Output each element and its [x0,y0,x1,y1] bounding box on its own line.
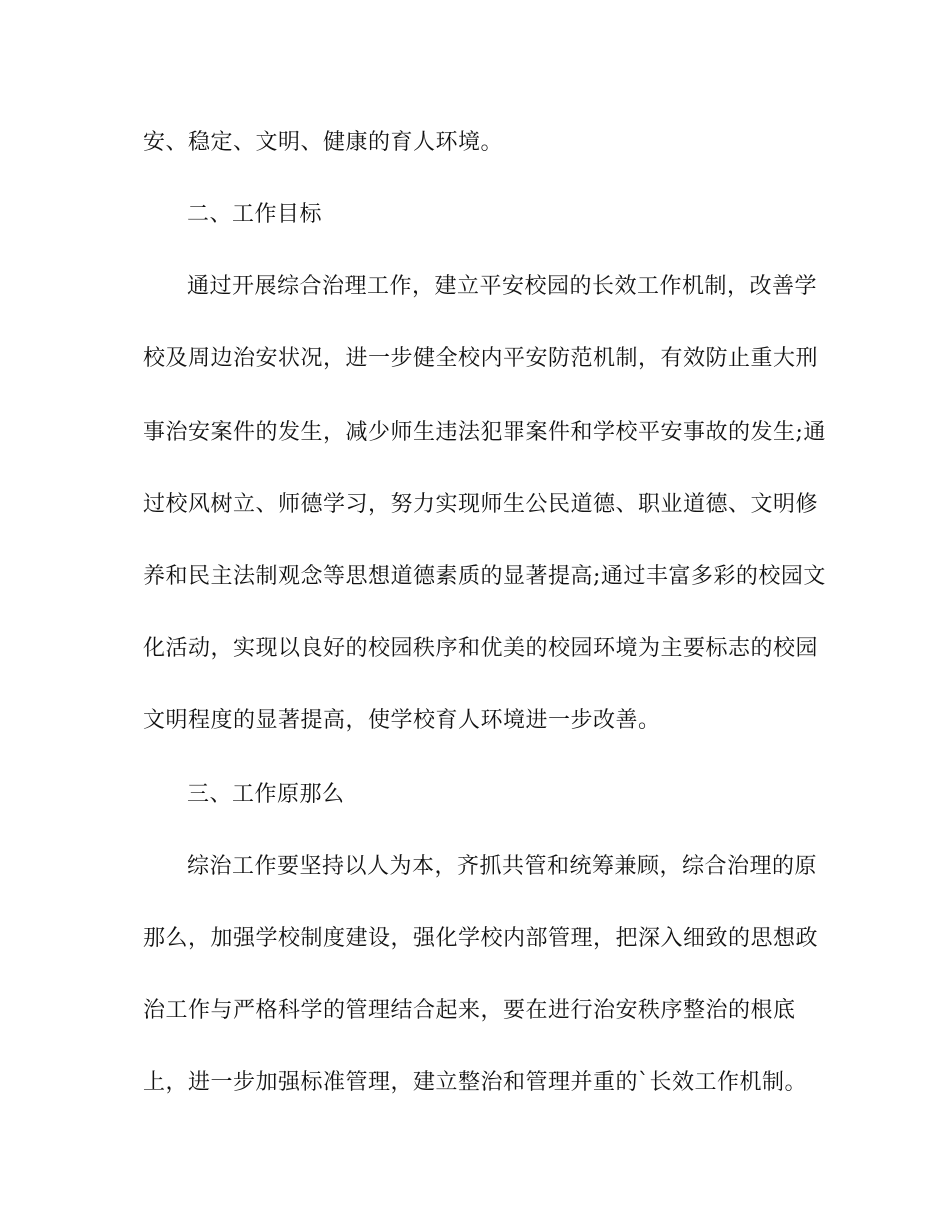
paragraph-line: 校及周边治安状况，进一步健全校内平安防范机制，有效防止重大刑 [143,346,819,371]
paragraph-line: 治工作与严格科学的管理结合起来，要在进行治安秩序整治的根底 [143,998,796,1023]
paragraph-line: 事治安案件的发生，减少师生违法犯罪案件和学校平安事故的发生;通 [143,420,826,445]
paragraph-line: 综治工作要坚持以人为本，齐抓共管和统筹兼顾，综合治理的原 [187,854,818,879]
paragraph-line: 那么，加强学校制度建设，强化学校内部管理，把深入细致的思想政 [143,926,819,951]
paragraph-line: 通过开展综合治理工作，建立平安校园的长效工作机制，改善学 [187,274,818,299]
paragraph-line: 文明程度的显著提高，使学校育人环境进一步改善。 [143,708,661,733]
section-heading-work-goals: 二、工作目标 [187,202,323,227]
paragraph-line: 上，进一步加强标准管理，建立整治和管理并重的`长效工作机制。 [143,1070,808,1095]
paragraph-line: 养和民主法制观念等思想道德素质的显著提高;通过丰富多彩的校园文 [143,564,826,589]
paragraph-line: 化活动，实现以良好的校园秩序和优美的校园环境为主要标志的校园 [143,636,819,661]
paragraph-line-continuation: 安、稳定、文明、健康的育人环境。 [143,130,504,155]
section-heading-work-principles: 三、工作原那么 [187,782,345,807]
paragraph-line: 过校风树立、师德学习，努力实现师生公民道德、职业道德、文明修 [143,492,819,517]
